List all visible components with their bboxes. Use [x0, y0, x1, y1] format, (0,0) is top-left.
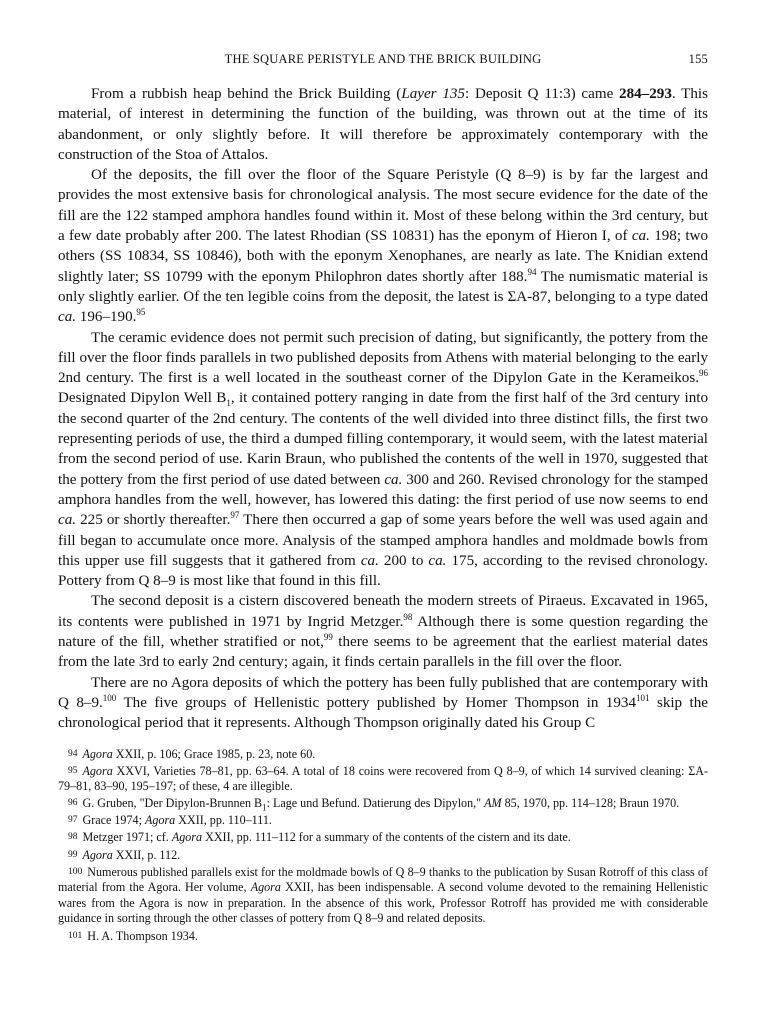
paragraph: The ceramic evidence does not permit such precision of dating, but significantly, the pottery from the fill over the floor finds parallels in two published deposits from Athens with material belonging to the early 2nd century. The first is a well located in the southeast corner of the Dipylon Gate in the Kerameikos.$^{96}$ Designated Dipylon Well $B_1$, it contained pottery ranging in date from the first half of the 3rd century into the second quarter of the 2nd century. The contents of the well divided into three distinct fills, the first two representing periods of use, the third a dumped filling contemporary, it would seem, with the latest material from the second period of use. Karin Braun, who published the contents of the well in 1970, suggested that the pottery from the first period of use dated between ca. 300 and 260. Revised chronology for the stamped amphora handles from the well, however, has lowered this dating: the first period of use now seems to end ca. 225 or shortly thereafter.$^{97}$ There then occurred a gap of some years before the well was used again and fill began to accumulate once more. Analysis of the stamped amphora handles and moldmade bowls from this upper use fill suggests that it gathered from ca. 200 to ca. 175, according to the revised chronology. Pottery from Q 8–9 is most like that found in this fill.: [58, 329, 708, 590]
footnote: [58, 764, 708, 795]
footnote-number: 100: [68, 866, 83, 877]
footnote-text: Agora XXII, p. 106; Grace 1985, p. 23, note 60.: [82, 746, 316, 761]
body-text: [58, 84, 708, 734]
footnote: [58, 848, 708, 864]
footnote-number: 99: [68, 849, 78, 860]
footnote-number: 98: [68, 832, 78, 843]
footnote-text: Agora XXVI, Varieties 78–81, pp. 63–64. A total of 18 coins were recovered from Q 8–9, of which 14 survived cleaning: ΣA-79–81, 83–90, 195–197; of these, 4 are illegible.: [58, 763, 708, 794]
footnote-number: 97: [68, 815, 78, 826]
footnote-number: 96: [68, 798, 78, 809]
footnote-number: 101: [68, 930, 83, 941]
footnote: [58, 747, 708, 763]
paragraph: From a rubbish heap behind the Brick Building (Layer 135: Deposit Q 11:3) came 284–293. This material, of interest in determining the function of the building, was thrown out at the time of its abandonment, or only slightly before. It will therefore be approximately contemporary with the construction of the Stoa of Attalos.: [58, 86, 708, 163]
footnote-number: 94: [68, 748, 78, 759]
footnote: [58, 813, 708, 829]
running-head: [58, 52, 708, 74]
footnote: [58, 929, 708, 945]
footnote-number: 95: [68, 765, 78, 776]
footnotes: [58, 747, 708, 945]
footnote-text: G. Gruben, "Der Dipylon-Brunnen $B_1$: Lage und Befund. Datierung des Dipylon," AM 85, 1970, pp. 114–128; Braun 1970.: [82, 796, 680, 813]
footnote-text: H. A. Thompson 1934.: [87, 928, 198, 943]
paragraph: There are no Agora deposits of which the pottery has been fully published that are contemporary with Q 8–9.$^{100}$ The five groups of Hellenistic pottery published by Homer Thompson in 1934$^{101}$ skip the chronological period that it represents. Although Thompson originally dated his Group C: [58, 674, 708, 732]
footnote: [58, 830, 708, 846]
footnote-text: Numerous published parallels exist for the moldmade bowls of Q 8–9 thanks to the publication by Susan Rotroff of this class of material from the Agora. Her volume, Agora XXII, has been indispensable. A second volume devoted to the remaining Hellenistic wares from the Agora is now in preparation. In the absence of this work, Professor Rotroff has provided me with considerable guidance in sorting through the other classes of pottery from Q 8–9 and related deposits.: [58, 864, 708, 926]
paragraph: Of the deposits, the fill over the floor of the Square Peristyle (Q 8–9) is by far the largest and provides the most extensive basis for chronological analysis. The most secure evidence for the date of the fill are the 122 stamped amphora handles found within it. Most of these belong within the 3rd century, but a few date probably after 200. The latest Rhodian (SS 10831) has the eponym of Hieron I, of ca. 198; two others (SS 10834, SS 10846), both with the eponym Xenophanes, are nearly as late. The Knidian extend slightly later; SS 10799 with the eponym Philophron dates shortly after 188.94 The numismatic material is only slightly earlier. Of the ten legible coins from the deposit, the latest is ΣA-87, belonging to a type dated ca. 196–190.95: [58, 167, 708, 326]
page: [58, 52, 708, 946]
footnote-text: Metzger 1971; cf. Agora XXII, pp. 111–112 for a summary of the contents of the cistern and its date.: [82, 830, 571, 845]
footnote: [58, 865, 708, 927]
footnote-text: Grace 1974; Agora XXII, pp. 110–111.: [82, 813, 272, 828]
footnote-text: Agora XXII, p. 112.: [82, 847, 181, 862]
running-head-title: THE SQUARE PERISTYLE AND THE BRICK BUILDING: [224, 52, 542, 66]
page-number: 155: [688, 52, 708, 66]
paragraph: The second deposit is a cistern discovered beneath the modern streets of Piraeus. Excavated in 1965, its contents were published in 1971 by Ingrid Metzger.$^{98}$ Although there is some question regarding the nature of the fill, whether stratified or not,$^{99}$ there seems to be agreement that the earliest material dates from the late 3rd to early 2nd century; again, it finds certain parallels in the fill over the floor.: [58, 593, 708, 671]
footnote: [58, 796, 708, 812]
